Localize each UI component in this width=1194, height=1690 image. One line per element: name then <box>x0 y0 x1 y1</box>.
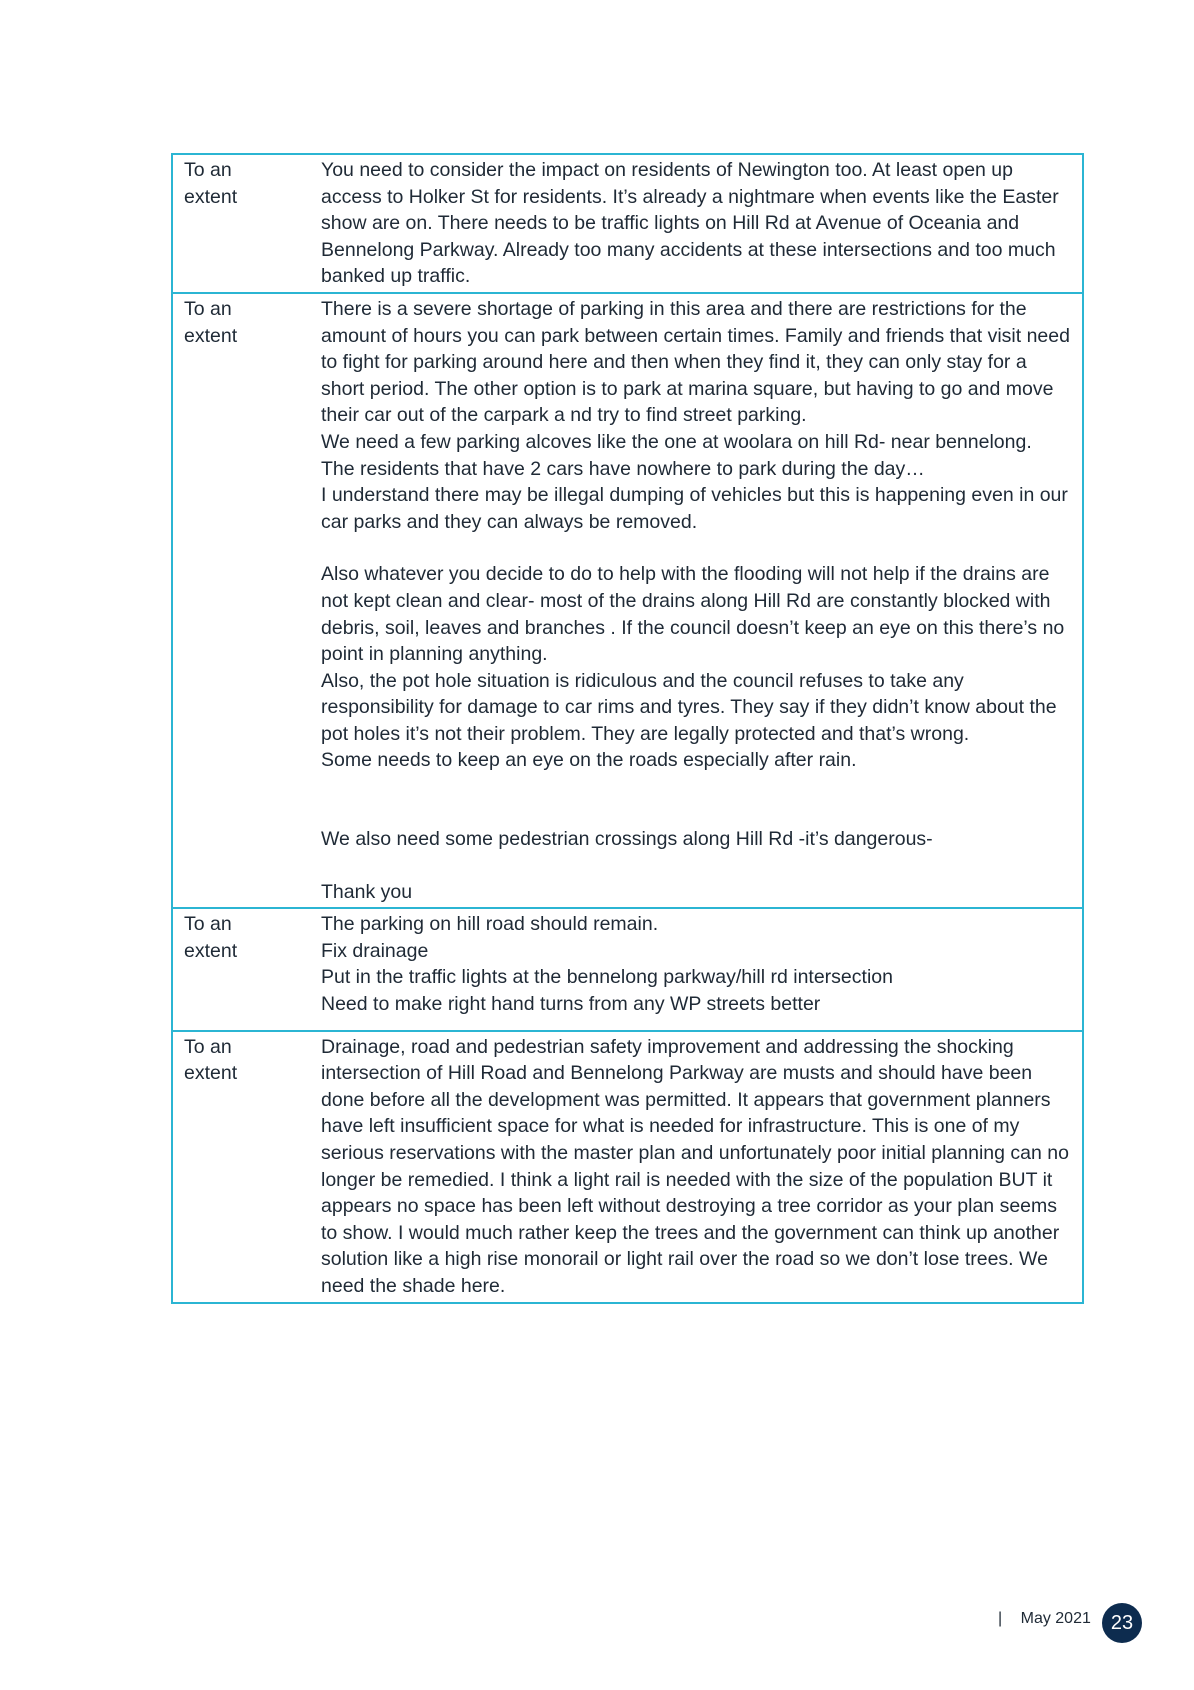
footer-date: May 2021 <box>1020 1610 1091 1627</box>
table-row <box>172 293 1083 908</box>
response-label: To an extent <box>172 154 311 293</box>
response-comment: You need to consider the impact on residents of Newington too. At least open up access to Holker St for residents. It’s already a nightmare when events like the Easter show are on. There needs to be traffic lights on Hill Rd at Avenue of Oceania and Bennelong Parkway. Already too many accidents at these intersections and too much banked up traffic. <box>311 154 1083 293</box>
page-number-badge: 23 <box>1102 1603 1142 1643</box>
table-row <box>172 154 1083 293</box>
table-row <box>172 1031 1083 1303</box>
comment-paragraph: We also need some pedestrian crossings along Hill Rd -it’s dangerous- <box>321 828 933 851</box>
footer-separator: | <box>998 1610 1003 1627</box>
response-label: To an extent <box>172 1031 311 1303</box>
comment-paragraph: There is a severe shortage of parking in this area and there are restrictions for the amount of hours you can park between certain times. Family and friends that visit need to fight for parking around here and then when they find it, they can only stay for a short period. The other option is to park at marina square, but having to go and move their car out of the carpark a nd try to find street parking. We need a few parking alcoves like the one at woolara on hill Rd- near bennelong. The residents that have 2 cars have nowhere to park during the day… I understand there may be illegal dumping of vehicles but this is happening even in our car parks and they can always be removed. <box>321 297 1070 533</box>
feedback-table <box>171 153 1084 1304</box>
table-row <box>172 908 1083 1030</box>
response-comment: The parking on hill road should remain. Fix drainage Put in the traffic lights at the bennelong parkway/hill rd intersection Need to make right hand turns from any WP streets better <box>311 908 1083 1030</box>
response-label: To an extent <box>172 908 311 1030</box>
comment-paragraph: Thank you <box>321 880 413 903</box>
page-footer <box>998 1610 1091 1628</box>
comment-paragraph: Also whatever you decide to do to help with the flooding will not help if the drains are not kept clean and clear- most of the drains along Hill Rd are constantly blocked with debris, soil, leaves and branches . If the council doesn’t keep an eye on this there’s no point in planning anything. Also, the pot hole situation is ridiculous and the council refuses to take any responsibility for damage to car rims and tyres. They say if they didn’t know about the pot holes it’s not their problem. They are legally protected and that’s wrong. Some needs to keep an eye on the roads especially after rain. <box>321 563 1065 772</box>
response-comment <box>311 293 1083 908</box>
response-label: To an extent <box>172 293 311 908</box>
response-comment: Drainage, road and pedestrian safety improvement and addressing the shocking intersection of Hill Road and Bennelong Parkway are musts and should have been done before all the development was permitted. It appears that government planners have left insufficient space for what is needed for infrastructure. This is one of my serious reservations with the master plan and unfortunately poor initial planning can no longer be remedied. I think a light rail is needed with the size of the population BUT it appears no space has been left without destroying a tree corridor as your plan seems to show. I would much rather keep the trees and the government can think up another solution like a high rise monorail or light rail over the road so we don’t lose trees. We need the shade here. <box>311 1031 1083 1303</box>
